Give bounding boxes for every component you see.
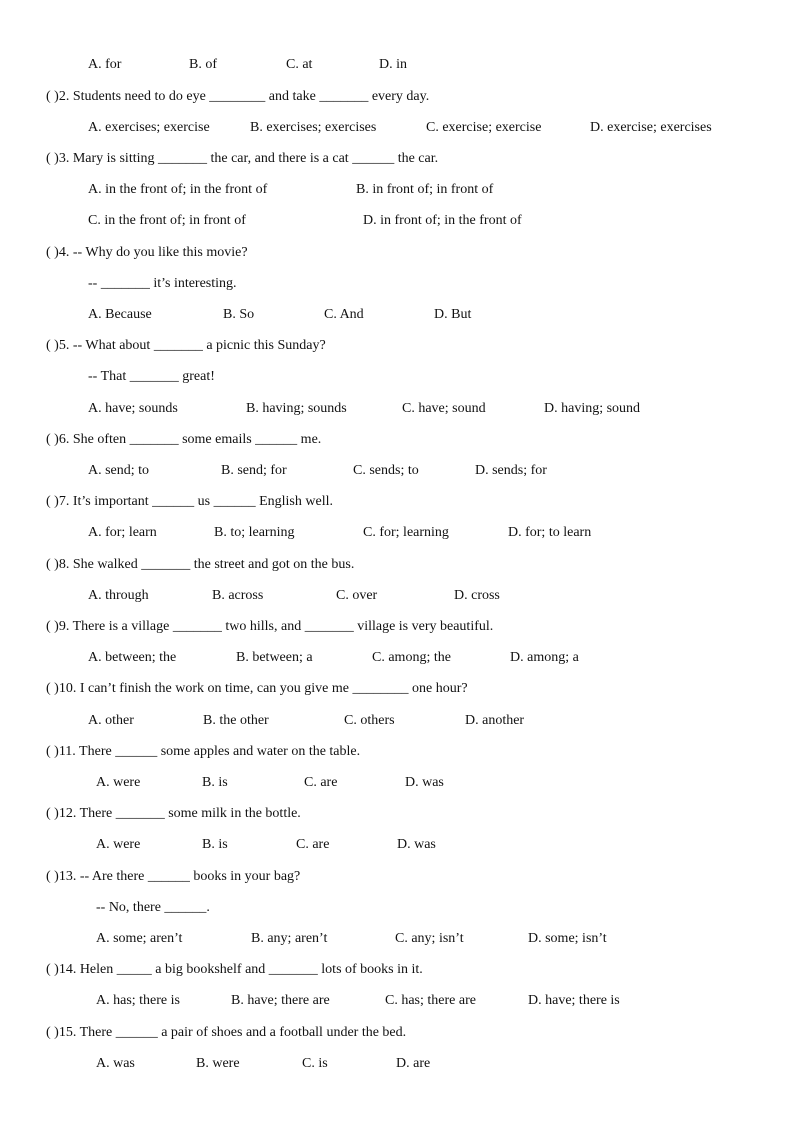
option-c: C. exercise; exercise: [426, 120, 542, 135]
option-a: A. was: [96, 1056, 135, 1071]
option-d: D. in front of; in the front of: [363, 213, 522, 228]
option-b: B. any; aren’t: [251, 931, 328, 946]
question-stem: ( )12. There _______ some milk in the bottle.: [46, 806, 301, 821]
option-c: C. among; the: [372, 650, 451, 665]
option-d: D. cross: [454, 588, 500, 603]
option-a: A. were: [96, 837, 141, 852]
option-a: A. some; aren’t: [96, 931, 183, 946]
option-b: B. between; a: [236, 650, 313, 665]
option-d: D. having; sound: [544, 401, 641, 416]
option-b: B. is: [202, 837, 228, 852]
option-b: B. send; for: [221, 463, 287, 478]
option-a: A. has; there is: [96, 993, 180, 1008]
option-c: C. at: [286, 57, 313, 72]
option-b: B. were: [196, 1056, 240, 1071]
option-c: C. And: [324, 307, 364, 322]
question-continuation: -- No, there ______.: [96, 900, 210, 915]
option-d: D. sends; for: [475, 463, 547, 478]
option-d: D. in: [379, 57, 407, 72]
option-c: C. are: [296, 837, 330, 852]
option-a: A. Because: [88, 307, 152, 322]
option-a: A. send; to: [88, 463, 150, 478]
option-b: B. across: [212, 588, 264, 603]
option-a: A. for: [88, 57, 122, 72]
option-c: C. over: [336, 588, 378, 603]
option-b: B. in front of; in front of: [356, 182, 494, 197]
option-c: C. has; there are: [385, 993, 476, 1008]
question-stem: ( )15. There ______ a pair of shoes and a football under the bed.: [46, 1025, 407, 1040]
option-b: B. have; there are: [231, 993, 330, 1008]
question-stem: ( )11. There ______ some apples and water on the table.: [46, 744, 361, 759]
option-a: A. other: [88, 713, 134, 728]
option-b: B. the other: [203, 713, 269, 728]
option-a: A. have; sounds: [88, 401, 178, 416]
option-c: C. is: [302, 1056, 328, 1071]
option-c: C. any; isn’t: [395, 931, 464, 946]
option-d: D. was: [405, 775, 444, 790]
question-stem: ( )10. I can’t finish the work on time, can you give me ________ one hour?: [46, 681, 468, 696]
question-stem: ( )9. There is a village _______ two hills, and _______ village is very beautiful.: [46, 619, 494, 634]
option-b: B. having; sounds: [246, 401, 347, 416]
question-stem: ( )8. She walked _______ the street and got on the bus.: [46, 557, 355, 572]
option-c: C. have; sound: [402, 401, 486, 416]
question-stem: ( )7. It’s important ______ us ______ English well.: [46, 494, 333, 509]
question-stem: ( )14. Helen _____ a big bookshelf and _______ lots of books in it.: [46, 962, 423, 977]
option-a: A. exercises; exercise: [88, 120, 210, 135]
option-d: D. exercise; exercises: [590, 120, 712, 135]
option-a: A. in the front of; in the front of: [88, 182, 268, 197]
option-d: D. But: [434, 307, 472, 322]
question-stem: ( )13. -- Are there ______ books in your bag?: [46, 869, 301, 884]
option-b: B. is: [202, 775, 228, 790]
question-stem: ( )3. Mary is sitting _______ the car, and there is a cat ______ the car.: [46, 151, 439, 166]
question-stem: ( )4. -- Why do you like this movie?: [46, 245, 248, 260]
question-stem: ( )2. Students need to do eye ________ and take _______ every day.: [46, 89, 430, 104]
option-d: D. was: [397, 837, 436, 852]
option-a: A. for; learn: [88, 525, 157, 540]
option-b: B. to; learning: [214, 525, 295, 540]
question-stem: ( )5. -- What about _______ a picnic this Sunday?: [46, 338, 326, 353]
option-c: C. others: [344, 713, 395, 728]
option-c: C. for; learning: [363, 525, 449, 540]
option-b: B. So: [223, 307, 255, 322]
option-c: C. in the front of; in front of: [88, 213, 246, 228]
option-a: A. were: [96, 775, 141, 790]
option-a: A. through: [88, 588, 149, 603]
question-stem: ( )6. She often _______ some emails ______ me.: [46, 432, 322, 447]
question-continuation: -- That _______ great!: [88, 369, 215, 384]
option-d: D. among; a: [510, 650, 579, 665]
option-a: A. between; the: [88, 650, 177, 665]
option-c: C. sends; to: [353, 463, 419, 478]
option-d: D. for; to learn: [508, 525, 592, 540]
option-d: D. have; there is: [528, 993, 620, 1008]
option-b: B. of: [189, 57, 217, 72]
option-b: B. exercises; exercises: [250, 120, 377, 135]
option-d: D. another: [465, 713, 525, 728]
option-d: D. are: [396, 1056, 431, 1071]
option-d: D. some; isn’t: [528, 931, 607, 946]
option-c: C. are: [304, 775, 338, 790]
question-continuation: -- _______ it’s interesting.: [88, 276, 237, 291]
